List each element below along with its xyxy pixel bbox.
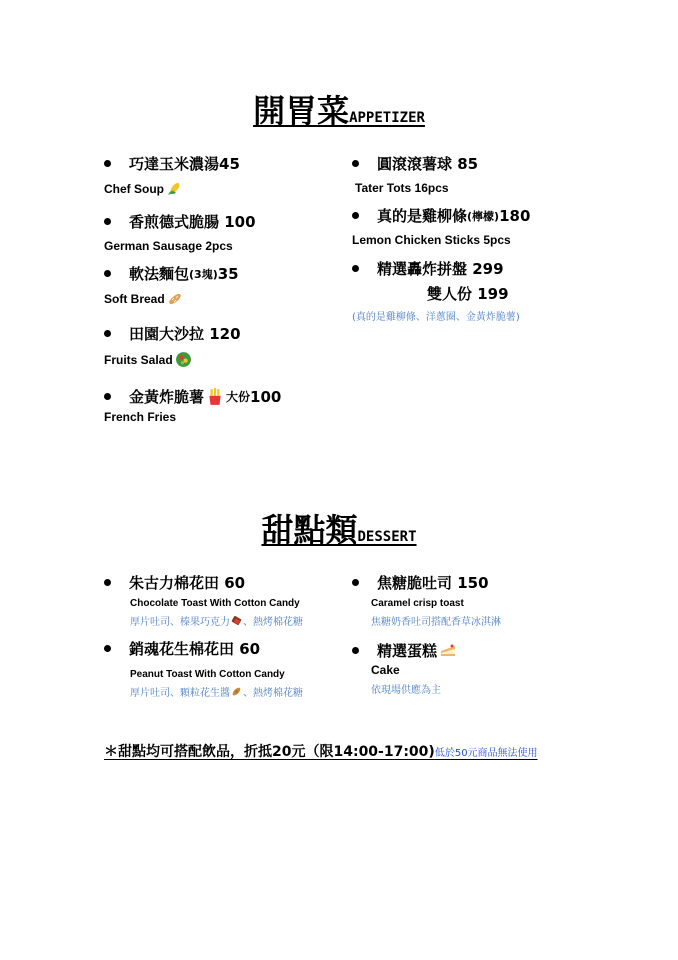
item-note: (真的是雞柳條、洋蔥圈、金黃炸脆薯) — [352, 312, 520, 323]
bullet — [352, 160, 359, 167]
menu-item — [352, 572, 501, 628]
bullet — [104, 330, 111, 337]
item-name-zh: 真的是雞柳條 — [377, 207, 468, 225]
salad-icon — [175, 351, 192, 368]
bread-icon — [167, 291, 183, 307]
item-name-zh: 銷魂花生棉花田 60 — [129, 640, 261, 658]
chocolate-icon — [230, 614, 243, 627]
item-name-en: Chocolate Toast With Cotton Candy — [130, 598, 300, 609]
menu-item — [352, 153, 478, 195]
item-name-zh: 精選轟炸拼盤 299 — [377, 260, 504, 278]
dessert-drink-note — [104, 741, 538, 761]
item-name-zh: 香煎德式脆腸 100 — [129, 213, 256, 231]
item-note: 依現場供應為主 — [371, 685, 441, 696]
item-name-en: Soft Bread — [104, 292, 165, 306]
menu-item — [104, 323, 241, 368]
item-name-zh: 圓滾滾薯球 85 — [377, 155, 479, 173]
bullet — [104, 393, 111, 400]
menu-item — [104, 263, 239, 307]
item-price: 180 — [499, 206, 531, 225]
item-name-en: Cake — [371, 663, 400, 677]
item-name-zh: 精選蛋糕 — [377, 642, 438, 660]
menu-item — [104, 638, 303, 699]
cake-icon — [439, 643, 457, 659]
dessert-section-title — [0, 505, 678, 551]
item-note-b: 、熱烤棉花糖 — [243, 688, 303, 699]
menu-item — [104, 572, 303, 628]
item-note-b: 、熱烤棉花糖 — [243, 617, 303, 628]
bullet — [104, 218, 111, 225]
bullet — [104, 645, 111, 652]
item-name-zh: 軟法麵包 — [129, 265, 190, 283]
item-note: 焦糖奶香吐司搭配香草冰淇淋 — [371, 617, 501, 628]
item-name-zh: 金黃炸脆薯 — [129, 388, 205, 406]
appetizer-title-zh: 開胃菜 — [253, 92, 350, 130]
footer-main-text: ＊甜點均可搭配飲品，折抵20元（限14:00-17:00) — [104, 744, 435, 760]
bullet — [352, 647, 359, 654]
item-name-en: Caramel crisp toast — [371, 598, 464, 609]
item-name-zh-2: 雙人份 199 — [427, 285, 509, 303]
item-name-en: Fruits Salad — [104, 352, 173, 367]
item-name-zh: 巧達玉米濃湯45 — [129, 155, 240, 173]
bullet — [104, 160, 111, 167]
bullet — [352, 212, 359, 219]
appetizer-title-en: APPETIZER — [349, 110, 425, 126]
corn-icon — [166, 181, 182, 197]
dessert-title-en: DESSERT — [357, 529, 417, 545]
menu-item — [104, 386, 281, 424]
menu-item — [104, 153, 240, 197]
dessert-title-zh: 甜點類 — [261, 511, 358, 549]
bullet — [352, 265, 359, 272]
menu-item — [352, 205, 530, 247]
appetizer-section-title — [0, 86, 678, 132]
item-qty: (3塊) — [189, 267, 218, 281]
item-name-en: Chef Soup — [104, 182, 164, 196]
item-name-en: German Sausage 2pcs — [104, 239, 233, 253]
item-note: 厚片吐司、顆粒花生醬 — [130, 688, 230, 699]
item-name-zh: 田園大沙拉 120 — [129, 325, 241, 343]
item-name-en: Lemon Chicken Sticks 5pcs — [352, 233, 511, 247]
footer-restriction-text: 低於50元商品無法使用 — [434, 748, 538, 759]
item-name-en: Peanut Toast With Cotton Candy — [130, 669, 285, 680]
bullet — [104, 270, 111, 277]
item-name-en: Tater Tots 16pcs — [355, 181, 449, 195]
peanut-icon — [230, 685, 243, 698]
bullet — [104, 579, 111, 586]
bullet — [352, 579, 359, 586]
menu-item — [352, 258, 520, 323]
item-note: 厚片吐司、榛果巧克力 — [130, 617, 230, 628]
fries-icon — [206, 388, 224, 406]
item-price: 35 — [217, 264, 239, 283]
menu-item — [104, 211, 256, 253]
menu-item — [352, 640, 457, 696]
item-name-zh: 焦糖脆吐司 150 — [377, 574, 489, 592]
item-size: 大份 — [226, 390, 251, 404]
item-name-zh: 朱古力棉花田 60 — [129, 574, 246, 592]
item-price: 100 — [250, 387, 282, 406]
item-flavor: (檸檬) — [467, 209, 500, 223]
item-name-en: French Fries — [104, 410, 177, 424]
